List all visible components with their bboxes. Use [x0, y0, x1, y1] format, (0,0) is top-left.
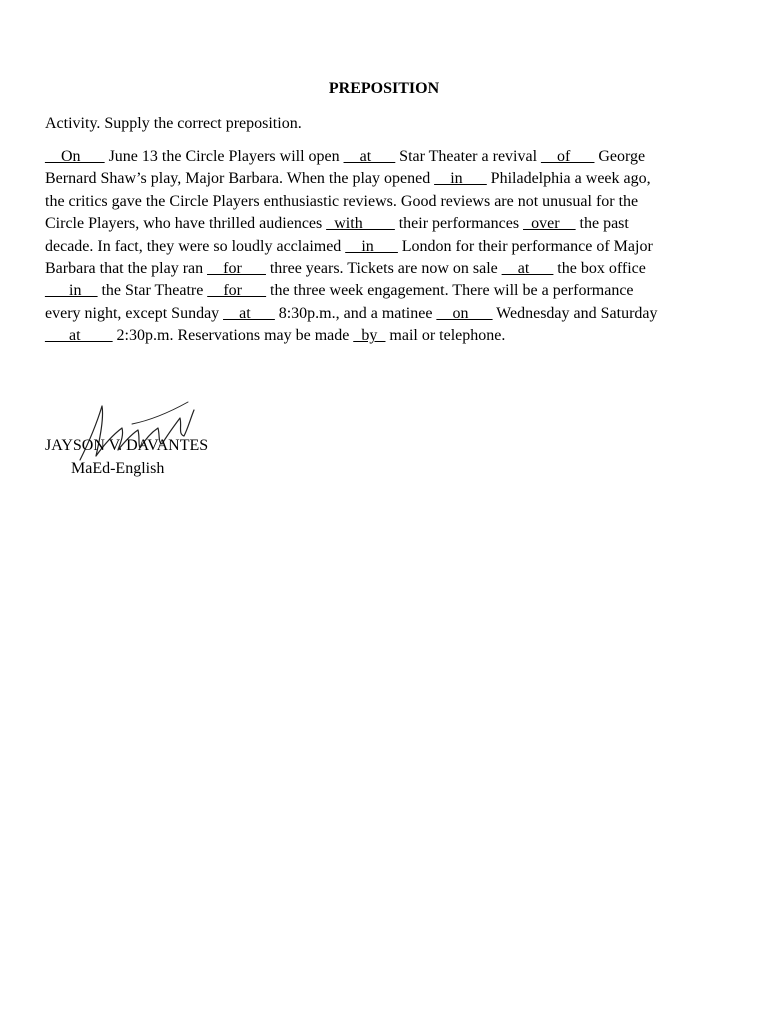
- paragraph-line: [45, 213, 721, 235]
- text-segment: the box office: [553, 260, 646, 278]
- answer-blank: __at___: [343, 148, 396, 165]
- paragraph-line: [45, 191, 721, 213]
- text-segment: June 13 the Circle Players will open: [104, 148, 344, 165]
- answer-blank: __for___: [207, 260, 266, 278]
- signer-degree: MaEd-English: [71, 460, 165, 477]
- text-segment: 2:30p.m. Reservations may be made: [112, 327, 354, 345]
- paragraph-line: [45, 236, 721, 258]
- answer-blank: __for___: [207, 282, 266, 300]
- text-segment: the three week engagement. There will be a performance: [266, 282, 634, 300]
- text-segment: Bernard Shaw’s play, Major Barbara. When the play opened: [45, 170, 435, 188]
- text-segment: mail or telephone.: [385, 327, 506, 345]
- answer-blank: __on___: [436, 304, 493, 322]
- text-segment: the critics gave the Circle Players enthusiastic reviews. Good reviews are not unusual for the: [45, 192, 639, 210]
- answer-blank: __in___: [345, 237, 398, 255]
- text-segment: Philadelphia a week ago,: [486, 170, 651, 188]
- text-segment: Circle Players, who have thrilled audiences: [45, 215, 327, 233]
- paragraph-line: [45, 303, 721, 325]
- answer-blank: __at___: [223, 304, 275, 322]
- paragraph-line: [45, 146, 721, 168]
- answer-blank: __in___: [434, 170, 487, 188]
- text-segment: London for their performance of Major: [397, 237, 653, 255]
- text-segment: three years. Tickets are now on sale: [265, 260, 502, 278]
- answer-blank: __of___: [541, 148, 595, 165]
- answer-blank: _with____: [326, 215, 395, 233]
- activity-instruction: Activity. Supply the correct preposition.: [45, 115, 302, 132]
- answer-blank: ___at____: [45, 327, 113, 345]
- text-segment: Star Theater a revival: [395, 148, 542, 165]
- text-segment: their performances: [394, 215, 524, 233]
- paragraph-line: [45, 168, 721, 190]
- text-segment: the Star Theatre: [97, 282, 208, 300]
- answer-blank: __at___: [501, 260, 554, 278]
- answer-blank: _by_: [353, 327, 386, 345]
- paragraph-line: [45, 325, 721, 347]
- text-segment: every night, except Sunday: [45, 304, 224, 322]
- text-segment: Barbara that the play ran: [45, 260, 208, 278]
- signer-name: JAYSON V. DAVANTES: [45, 437, 209, 454]
- paragraph-line: [45, 258, 721, 280]
- text-segment: George: [594, 148, 646, 165]
- answer-blank: ___in__: [45, 282, 98, 300]
- text-segment: decade. In fact, they were so loudly acclaimed: [45, 237, 346, 255]
- answer-blank: _over__: [523, 215, 576, 233]
- answer-blank: __On___: [45, 148, 105, 165]
- text-segment: the past: [575, 215, 629, 233]
- paragraph-line: [45, 280, 721, 302]
- text-segment: 8:30p.m., and a matinee: [274, 304, 437, 322]
- page-title: PREPOSITION: [328, 80, 440, 97]
- signature-block: [45, 434, 208, 480]
- exercise-paragraph: [45, 146, 721, 348]
- text-segment: Wednesday and Saturday: [492, 304, 658, 322]
